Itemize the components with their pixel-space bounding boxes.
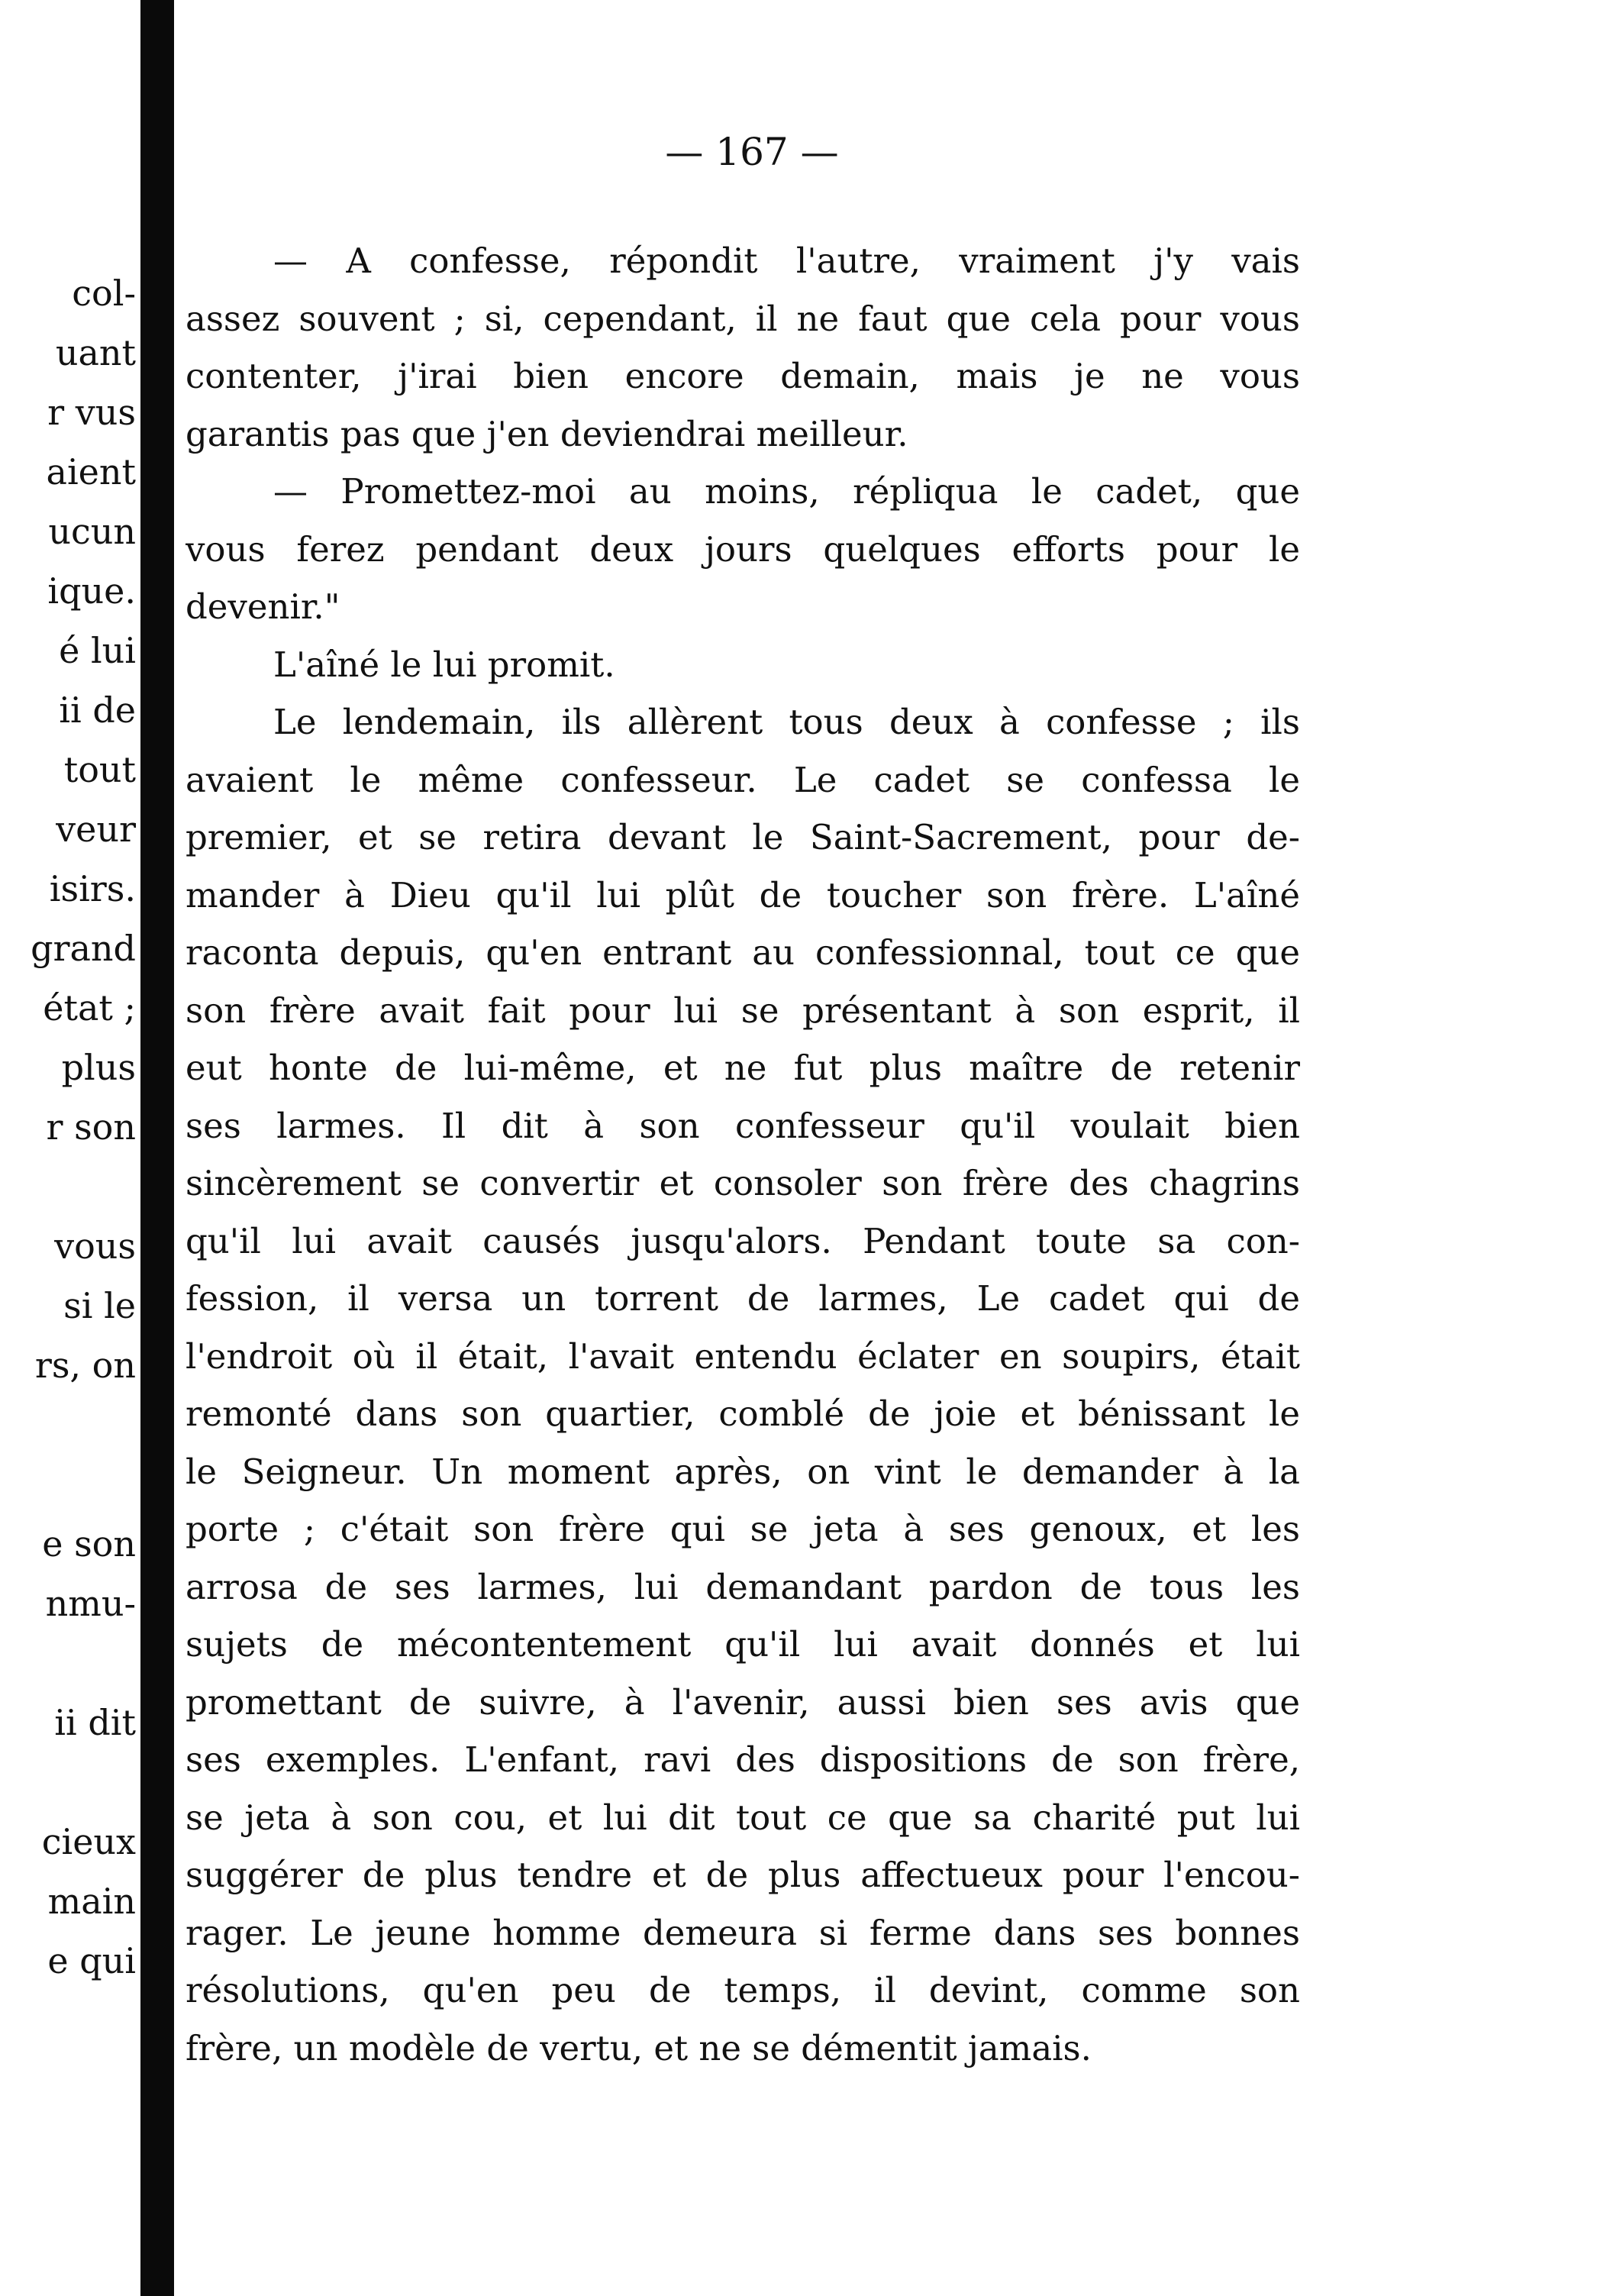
- text-line: promettant de suivre, à l'avenir, aussi bien ses avis que: [186, 1681, 1300, 1723]
- text-line: premier, et se retira devant le Saint-Sacrement, pour de-: [186, 817, 1300, 857]
- text-line: eut honte de lui-même, et ne fut plus maître de retenir: [186, 1048, 1300, 1088]
- text-line: rager. Le jeune homme demeura si ferme dans ses bonnes: [186, 1912, 1300, 1953]
- text-line: — Promettez-moi au moins, répliqua le cadet, que: [273, 471, 1300, 512]
- text-line: ses exemples. L'enfant, ravi des dispositions de son frère,: [186, 1739, 1300, 1780]
- fragment-line: é lui: [59, 630, 136, 671]
- fragment-line: e son: [42, 1523, 136, 1565]
- fragment-line: grand: [31, 928, 136, 969]
- text-line: garantis pas que j'en deviendrai meilleur.: [186, 413, 908, 454]
- text-line: arrosa de ses larmes, lui demandant pardon de tous les: [186, 1566, 1300, 1607]
- text-line: le Seigneur. Un moment après, on vint le demander à la: [186, 1451, 1300, 1492]
- text-line: frère, un modèle de vertu, et ne se démentit jamais.: [186, 2027, 1092, 2068]
- fragment-line: [0, 1455, 136, 1514]
- fragment-line: ii dit: [54, 1702, 136, 1743]
- text-line: raconta depuis, qu'en entrant au confessionnal, tout ce que: [186, 932, 1300, 973]
- fragment-line: [0, 1752, 136, 1812]
- fragment-line: main: [47, 1881, 136, 1922]
- text-line: se jeta à son cou, et lui dit tout ce que sa charité put lui: [186, 1797, 1300, 1838]
- text-line: sujets de mécontentement qu'il lui avait donnés et lui: [186, 1624, 1300, 1665]
- text-line: avaient le même confesseur. Le cadet se confessa le: [186, 759, 1300, 800]
- text-line: porte ; c'était son frère qui se jeta à ses genoux, et les: [186, 1509, 1300, 1549]
- text-line: suggérer de plus tendre et de plus affectueux pour l'encou-: [186, 1855, 1300, 1895]
- page-body: [186, 232, 1300, 2077]
- text-line: fession, il versa un torrent de larmes, Le cadet qui de: [186, 1278, 1300, 1319]
- text-line: Le lendemain, ils allèrent tous deux à confesse ; ils: [273, 702, 1300, 742]
- text-line: contenter, j'irai bien encore demain, mais je ne vous: [186, 356, 1300, 396]
- fragment-line: état ;: [43, 987, 136, 1029]
- fragment-line: vous: [54, 1226, 136, 1267]
- text-line: son frère avait fait pour lui se présentant à son esprit, il: [186, 990, 1300, 1031]
- fragment-line: si le: [63, 1285, 136, 1326]
- fragment-line: r vus: [47, 392, 136, 433]
- text-line: assez souvent ; si, cependant, il ne faut que cela pour vous: [186, 298, 1300, 339]
- fragment-line: cieux: [41, 1821, 136, 1862]
- text-line: vous ferez pendant deux jours quelques efforts pour le: [186, 528, 1300, 570]
- text-line: remonté dans son quartier, comblé de joie et bénissant le: [186, 1393, 1300, 1434]
- fragment-line: aient: [46, 451, 136, 492]
- text-line: — A confesse, répondit l'autre, vraiment j'y vais: [273, 241, 1300, 281]
- fragment-line: col-: [72, 273, 136, 314]
- text-line: sincèrement se convertir et consoler son frère des chagrins: [186, 1163, 1300, 1203]
- fragment-line: ucun: [48, 511, 136, 552]
- fragment-line: uant: [55, 332, 136, 373]
- fragment-line: ique.: [47, 570, 136, 612]
- fragment-line: ii de: [59, 689, 136, 731]
- text-line: ses larmes. Il dit à son confesseur qu'il voulait bien: [186, 1105, 1300, 1146]
- page-number: — 167 —: [665, 130, 839, 174]
- text-line: qu'il lui avait causés jusqu'alors. Pendant toute sa con-: [186, 1220, 1300, 1261]
- text-line: résolutions, qu'en peu de temps, il devint, comme son: [186, 1970, 1300, 2010]
- fragment-line: [0, 1395, 136, 1455]
- text-line: L'aîné le lui promit.: [273, 644, 615, 685]
- fragment-line: tout: [63, 749, 136, 790]
- fragment-line: isirs.: [49, 868, 136, 909]
- binding-gutter: [140, 0, 174, 2296]
- text-line: mander à Dieu qu'il lui plût de toucher son frère. L'aîné: [186, 874, 1300, 915]
- text-line: l'endroit où il était, l'avait entendu éclater en soupirs, était: [186, 1335, 1300, 1377]
- fragment-line: plus: [61, 1047, 136, 1088]
- fragment-line: [0, 1633, 136, 1693]
- fragment-line: nmu-: [45, 1583, 136, 1624]
- fragment-line: rs, on: [34, 1345, 136, 1386]
- text-line: devenir.": [186, 586, 340, 627]
- fragment-line: [0, 1157, 136, 1216]
- fragment-line: r son: [46, 1106, 136, 1148]
- fragment-line: e qui: [47, 1940, 136, 1981]
- previous-page-fragments: [0, 263, 136, 1991]
- fragment-line: veur: [56, 809, 136, 850]
